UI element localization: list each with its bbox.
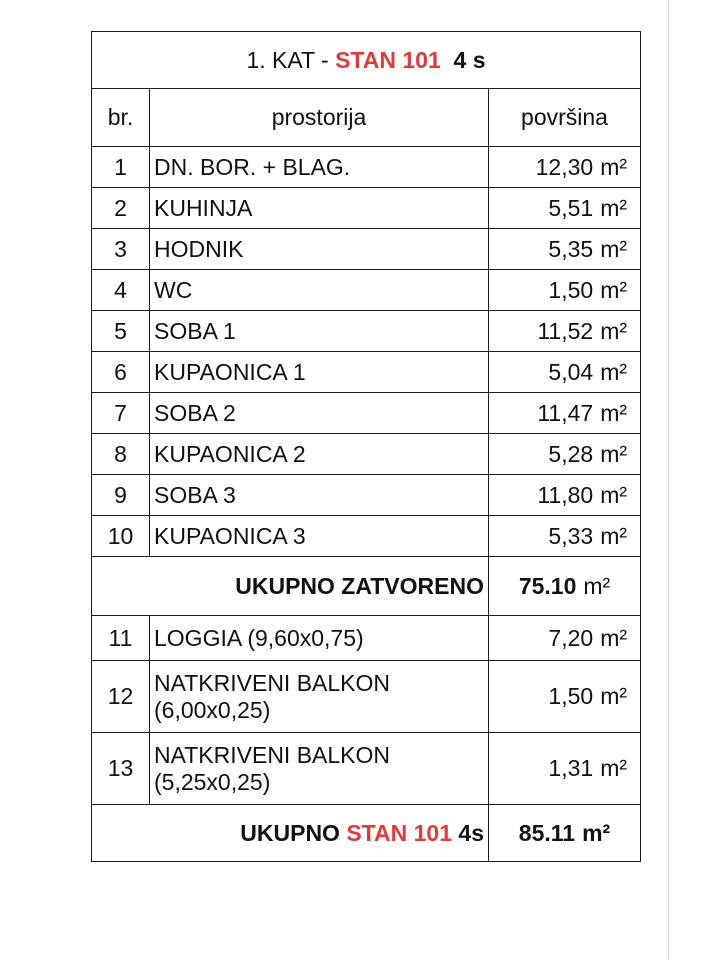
table-row <box>92 393 641 434</box>
area-value: 1,50 <box>548 276 594 303</box>
area-value: 5,28 <box>548 440 594 467</box>
column-header-room: prostorija <box>150 89 489 147</box>
area-unit: m² <box>600 522 628 549</box>
table-row <box>92 147 641 188</box>
area-unit: m² <box>600 358 628 385</box>
room-no: 4 <box>92 270 150 311</box>
room-no: 13 <box>92 733 150 805</box>
column-header-area: površina <box>489 89 641 147</box>
room-name: SOBA 3 <box>150 475 489 516</box>
area-unit: m² <box>582 819 611 846</box>
room-name <box>150 661 489 733</box>
room-area <box>489 616 641 661</box>
total-area <box>489 805 641 862</box>
area-value: 1,31 <box>548 755 594 782</box>
table-row <box>92 733 641 805</box>
room-name: SOBA 2 <box>150 393 489 434</box>
area-value: 11,80 <box>537 481 594 508</box>
area-unit: m² <box>600 624 628 651</box>
table-row <box>92 352 641 393</box>
total-label-prefix: UKUPNO <box>240 819 347 846</box>
area-unit: m² <box>600 399 628 426</box>
room-name-line1: NATKRIVENI BALKON <box>154 742 391 769</box>
table-row <box>92 311 641 352</box>
total-label <box>92 805 489 862</box>
area-value: 7,20 <box>548 624 594 651</box>
room-area <box>489 733 641 805</box>
subtotal-label: UKUPNO ZATVORENO <box>92 557 489 616</box>
room-name: WC <box>150 270 489 311</box>
area-value: 5,51 <box>548 194 594 221</box>
total-suffix: 4s <box>452 819 484 846</box>
room-name: DN. BOR. + BLAG. <box>150 147 489 188</box>
room-area <box>489 147 641 188</box>
room-name: KUPAONICA 1 <box>150 352 489 393</box>
table-title <box>92 32 641 89</box>
title-apartment: STAN 101 <box>335 46 441 73</box>
room-no: 5 <box>92 311 150 352</box>
room-name: KUPAONICA 2 <box>150 434 489 475</box>
area-unit: m² <box>600 755 628 782</box>
total-apartment: STAN 101 <box>346 819 453 846</box>
area-unit: m² <box>583 572 611 599</box>
room-no: 8 <box>92 434 150 475</box>
room-no: 2 <box>92 188 150 229</box>
area-unit: m² <box>600 317 628 344</box>
room-area <box>489 475 641 516</box>
room-area <box>489 229 641 270</box>
table-row <box>92 270 641 311</box>
room-name-line2: (6,00x0,25) <box>154 696 271 723</box>
area-value: 5,33 <box>548 522 594 549</box>
subtotal-area <box>489 557 641 616</box>
table-row <box>92 434 641 475</box>
area-unit: m² <box>600 194 628 221</box>
room-name-line2: (5,25x0,25) <box>154 768 271 795</box>
room-no: 11 <box>92 616 150 661</box>
area-value: 11,52 <box>537 317 594 344</box>
area-value: 1,50 <box>548 683 594 710</box>
subtotal-row <box>92 557 641 616</box>
area-unit: m² <box>600 440 628 467</box>
room-no: 12 <box>92 661 150 733</box>
page-edge-line <box>668 0 669 960</box>
table-row <box>92 475 641 516</box>
room-area <box>489 352 641 393</box>
area-value: 11,47 <box>537 399 594 426</box>
room-area-table <box>91 31 641 862</box>
table-row <box>92 616 641 661</box>
area-unit: m² <box>600 683 628 710</box>
area-value: 12,30 <box>535 153 594 180</box>
title-rooms-count: 4 s <box>453 46 486 73</box>
title-floor: 1. KAT - <box>246 46 336 73</box>
area-unit: m² <box>600 235 628 262</box>
room-no: 3 <box>92 229 150 270</box>
room-no: 6 <box>92 352 150 393</box>
room-no: 1 <box>92 147 150 188</box>
room-area <box>489 393 641 434</box>
area-unit: m² <box>600 153 628 180</box>
area-value: 5,35 <box>548 235 594 262</box>
room-name: KUHINJA <box>150 188 489 229</box>
room-name: SOBA 1 <box>150 311 489 352</box>
table-title-row <box>92 32 641 89</box>
area-unit: m² <box>600 276 628 303</box>
room-no: 7 <box>92 393 150 434</box>
room-area <box>489 434 641 475</box>
area-unit: m² <box>600 481 628 508</box>
total-value: 85.11 <box>518 819 576 846</box>
table-row <box>92 188 641 229</box>
room-area <box>489 311 641 352</box>
room-no: 10 <box>92 516 150 557</box>
total-row <box>92 805 641 862</box>
area-value: 5,04 <box>548 358 594 385</box>
room-name: KUPAONICA 3 <box>150 516 489 557</box>
room-name-line1: NATKRIVENI BALKON <box>154 670 391 697</box>
room-area <box>489 188 641 229</box>
room-area <box>489 661 641 733</box>
column-header-row <box>92 89 641 147</box>
room-name: HODNIK <box>150 229 489 270</box>
table-row <box>92 229 641 270</box>
column-header-no: br. <box>92 89 150 147</box>
subtotal-value: 75.10 <box>518 572 577 599</box>
table-row <box>92 661 641 733</box>
room-name <box>150 733 489 805</box>
room-name: LOGGIA (9,60x0,75) <box>150 616 489 661</box>
table-row <box>92 516 641 557</box>
room-area <box>489 270 641 311</box>
room-no: 9 <box>92 475 150 516</box>
room-area <box>489 516 641 557</box>
